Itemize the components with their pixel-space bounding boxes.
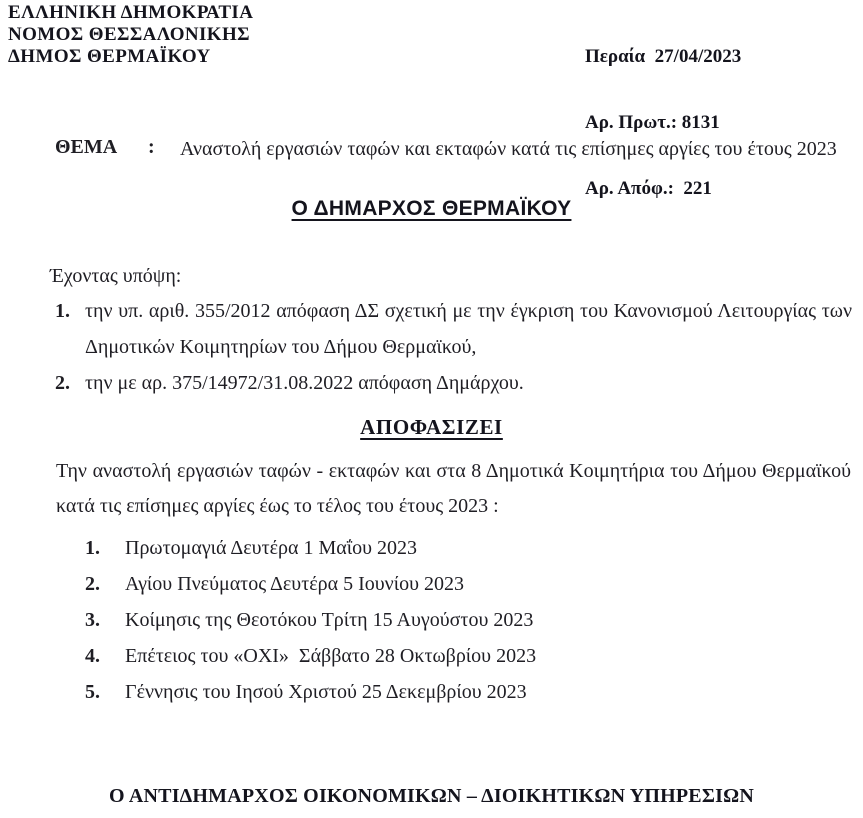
subject-row xyxy=(55,136,848,162)
list-item-number: 4. xyxy=(85,645,100,667)
list-item xyxy=(55,293,852,365)
authority-line-republic: ΕΛΛΗΝΙΚΗ ΔΗΜΟΚΡΑΤΙΑ xyxy=(8,2,254,23)
subject-label: ΘΕΜΑ xyxy=(55,136,118,158)
protocol-number: Αρ. Πρωτ.: 8131 xyxy=(585,112,720,133)
list-item-number: 5. xyxy=(85,681,100,703)
list-item-text: Πρωτομαγιά Δευτέρα 1 Μαΐου 2023 xyxy=(125,537,418,559)
list-item-number: 3. xyxy=(85,609,100,631)
list-item-text: Κοίμησις της Θεοτόκου Τρίτη 15 Αυγούστου 2023 xyxy=(125,609,534,631)
decides-heading: ΑΠΟΦΑΣΙΖΕΙ xyxy=(360,415,503,439)
list-item-text: Γέννησις του Ιησού Χριστού 25 Δεκεμβρίου 2023 xyxy=(125,681,527,703)
list-item xyxy=(55,365,852,401)
subject-colon: : xyxy=(148,136,155,158)
list-item xyxy=(85,674,536,710)
holidays-list xyxy=(85,530,536,710)
authority-header xyxy=(8,2,253,68)
list-item xyxy=(85,602,536,638)
list-item-number: 2. xyxy=(55,372,70,394)
list-item xyxy=(85,566,536,602)
list-item xyxy=(85,638,536,674)
mayor-heading-row xyxy=(0,197,863,221)
footer-heading: Ο ΑΝΤΙΔΗΜΑΡΧΟΣ ΟΙΚΟΝΟΜΙΚΩΝ – ΔΙΟΙΚΗΤΙΚΩΝ ΥΠΗΡΕΣΙΩΝ xyxy=(109,785,754,807)
list-item xyxy=(85,530,536,566)
list-item-text: την με αρ. 375/14972/31.08.2022 απόφαση Δημάρχου. xyxy=(85,372,524,394)
place-date: Περαία 27/04/2023 xyxy=(585,46,742,67)
considerations-list xyxy=(55,293,852,401)
authority-line-municipality: ΔΗΜΟΣ ΘΕΡΜΑΪΚΟΥ xyxy=(8,46,211,67)
decision-number: Αρ. Απόφ.: 221 xyxy=(585,178,712,199)
list-item-number: 1. xyxy=(85,537,100,559)
list-item-number: 1. xyxy=(55,300,70,322)
list-item-text: Αγίου Πνεύματος Δευτέρα 5 Ιουνίου 2023 xyxy=(125,573,464,595)
subject-text: Αναστολή εργασιών ταφών και εκταφών κατά τις επίσημες αργίες του έτους 2023 xyxy=(180,138,837,160)
decision-paragraph: Την αναστολή εργασιών ταφών - εκταφών και στα 8 Δημοτικά Κοιμητήρια του Δήμου Θερμαϊκού κατά τις επίσημες αργίες έως το τέλος του έτους 2023 : xyxy=(56,460,851,517)
list-item-text: Επέτειος του «ΟΧΙ» Σάββατο 28 Οκτωβρίου 2023 xyxy=(125,645,537,667)
list-item-text: την υπ. αριθ. 355/2012 απόφαση ΔΣ σχετική με την έγκριση του Κανονισμού Λειτουργίας των Δημοτικών Κοιμητηρίων του Δήμου Θερμαϊκού, xyxy=(85,300,852,358)
decides-heading-row xyxy=(0,415,863,440)
authority-line-prefecture: ΝΟΜΟΣ ΘΕΣΣΑΛΟΝΙΚΗΣ xyxy=(8,24,250,45)
list-item-number: 2. xyxy=(85,573,100,595)
having-regard: Έχοντας υπόψη: xyxy=(50,265,182,287)
mayor-heading: Ο ΔΗΜΑΡΧΟΣ ΘΕΡΜΑΪΚΟΥ xyxy=(291,197,572,220)
